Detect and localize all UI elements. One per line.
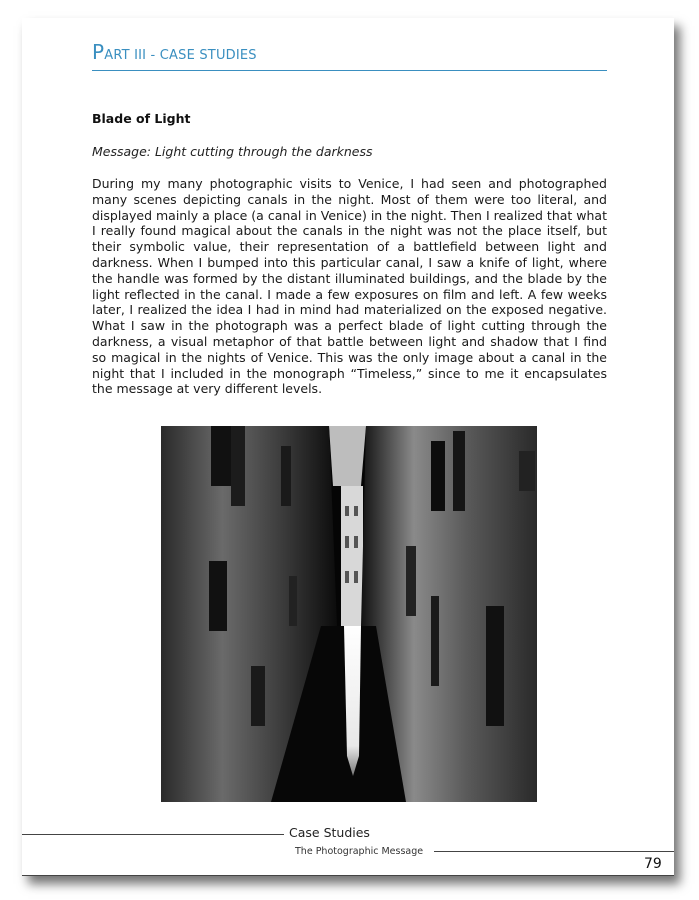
article-message: Message: Light cutting through the darkness — [92, 144, 373, 159]
footer-section-title: Case Studies — [289, 825, 370, 840]
article-title: Blade of Light — [92, 111, 191, 126]
footer-divider-left — [22, 834, 284, 835]
venice-canal-photo — [161, 426, 537, 802]
footer-divider-right — [434, 851, 674, 852]
footer-book-title: The Photographic Message — [295, 846, 424, 857]
header-text: ART III - CASE STUDIES — [104, 48, 257, 63]
header-initial: P — [92, 40, 105, 64]
footer-divider-bottom — [22, 875, 674, 876]
running-header — [92, 40, 607, 71]
article-body: During my many photographic visits to Venice, I had seen and photographed many scenes depicting canals in the night. Most of them were too literal, and displayed mainly a place (a canal in Venice) in the night. Then I realized that what I really found magical about the canals in the night was not the place itself, but their symbolic value, their representation of a battlefield between light and darkness. When I bumped into this particular canal, I saw a knife of light, where the handle was formed by the distant illuminated buildings, and the blade by the light reflected in the canal. I made a few exposures on film and left. A few weeks later, I realized the idea I had in mind had materialized on the exposed negative. What I saw in the photograph was a perfect blade of light cutting through the darkness, a visual metaphor of that battle between light and shadow that I find so magical in the nights of Venice. This was the only image about a canal in the night that I included in the monograph “Timeless,” since to me it encapsulates the message at very different levels. — [92, 176, 607, 397]
book-page — [22, 18, 674, 876]
page-number: 79 — [644, 856, 662, 872]
